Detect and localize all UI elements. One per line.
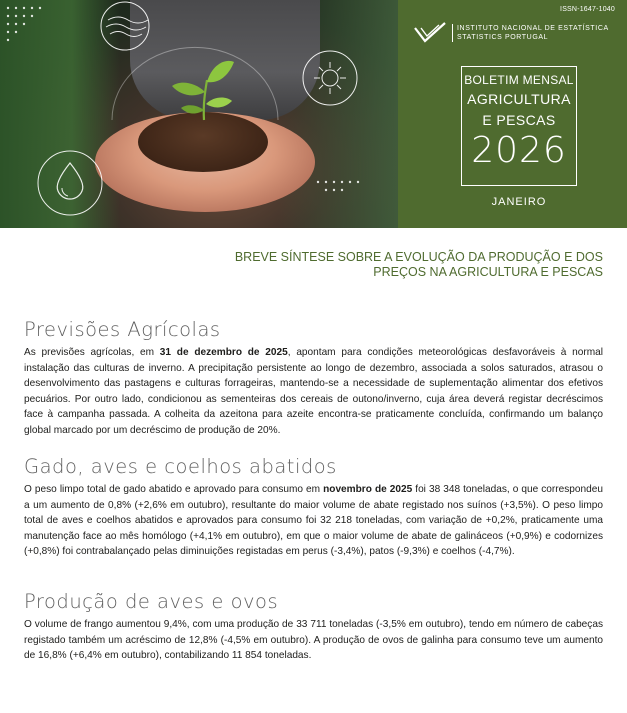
paragraph-date-bold: novembro de 2025 bbox=[323, 484, 413, 495]
institute-name-en: STATISTICS PORTUGAL bbox=[452, 33, 609, 42]
bulletin-year: 2026 bbox=[471, 130, 567, 171]
dot-grid-top-left bbox=[7, 7, 41, 41]
bulletin-label: BOLETIM MENSAL bbox=[464, 73, 574, 87]
paragraph-date-bold: 31 de dezembro de 2025 bbox=[159, 347, 288, 358]
seedling-icon bbox=[172, 61, 234, 120]
sun-icon bbox=[303, 51, 357, 105]
section-paragraph bbox=[24, 345, 603, 439]
wind-icon bbox=[101, 2, 149, 50]
bulletin-title-box bbox=[461, 66, 577, 186]
section-title: Produção de aves e ovos bbox=[24, 590, 279, 613]
water-drop-icon bbox=[38, 151, 102, 215]
document-subtitle bbox=[183, 250, 603, 280]
section-title: Previsões Agrícolas bbox=[24, 318, 221, 341]
photo-overlay-graphics bbox=[0, 0, 398, 228]
brand-panel bbox=[398, 0, 627, 228]
subtitle-line-2: PREÇOS NA AGRICULTURA E PESCAS bbox=[373, 265, 603, 279]
institute-name-pt: INSTITUTO NACIONAL DE ESTATÍSTICA bbox=[452, 24, 609, 33]
paragraph-text: O peso limpo total de gado abatido e aprovado para consumo em bbox=[24, 484, 324, 495]
topic-line-2: E PESCAS bbox=[482, 112, 556, 128]
cover-header bbox=[0, 0, 627, 228]
ine-logo-icon bbox=[414, 22, 446, 44]
paragraph-text: foi 38 348 toneladas, o que correspondeu a um aumento de 0,8% (+2,6% em outubro), resultante do maior volume de abate registado nos suínos (+3,5%). O peso limpo total de aves e coelhos abatidos e aprovados para consumo foi 32 218 toneladas, com variação de +0,2%, praticamente uma manutenção face ao mês homólogo (+4,1% em outubro), em que o maior volume de abate de galináceos (+0,9%) e codornizes (+0,8%) foi contrabalançado pelas diminuições registadas em perus (-3,4%), patos (-9,3%) e coelhos (-4,7%). bbox=[24, 484, 603, 558]
section-previsoes-agricolas bbox=[24, 318, 603, 439]
section-producao-aves-ovos bbox=[24, 590, 603, 664]
topic-line-1: AGRICULTURA bbox=[467, 91, 571, 107]
paragraph-text: O volume de frango aumentou 9,4%, com uma produção de 33 711 toneladas (-3,5% em outubro), tendo em número de cabeças registado também um acréscimo de 12,8% (-4,5% em outubro). A produção de ovos de galinha para consumo teve um aumento de 16,8% (+6,4% em outubro), contabilizando 11 854 toneladas. bbox=[24, 619, 603, 662]
section-paragraph bbox=[24, 482, 603, 560]
institute-name bbox=[452, 24, 609, 42]
paragraph-text: , apontam para condições meteorológicas desfavoráveis à normal instalação das culturas de inverno. A precipitação persistente ao longo de dezembro, associada a solos saturados, atrasou o desenvolvimento das pastagens e culturas forrageiras, mantendo-se a necessidade de suplementação alimentar dos efetivos pecuários. Por outro lado, condicionou as sementeiras dos cereais de outono/inverno, cuja área deverá registar decréscimos face à campanha passada. A colheita da azeitona para azeite encontra-se praticamente concluída, confirmando um balanço global marcado por um decréscimo de produção de 20%. bbox=[24, 347, 603, 436]
bulletin-month: JANEIRO bbox=[491, 196, 547, 208]
issn: ISSN-1647-1040 bbox=[560, 6, 615, 13]
section-paragraph bbox=[24, 617, 603, 664]
section-title: Gado, aves e coelhos abatidos bbox=[24, 455, 337, 478]
paragraph-text: As previsões agrícolas, em bbox=[24, 347, 160, 358]
section-gado-aves-coelhos bbox=[24, 455, 603, 560]
subtitle-line-1: BREVE SÍNTESE SOBRE A EVOLUÇÃO DA PRODUÇÃO E DOS bbox=[234, 250, 603, 264]
dot-grid-bottom-right bbox=[317, 181, 359, 191]
cover-photo bbox=[0, 0, 398, 228]
